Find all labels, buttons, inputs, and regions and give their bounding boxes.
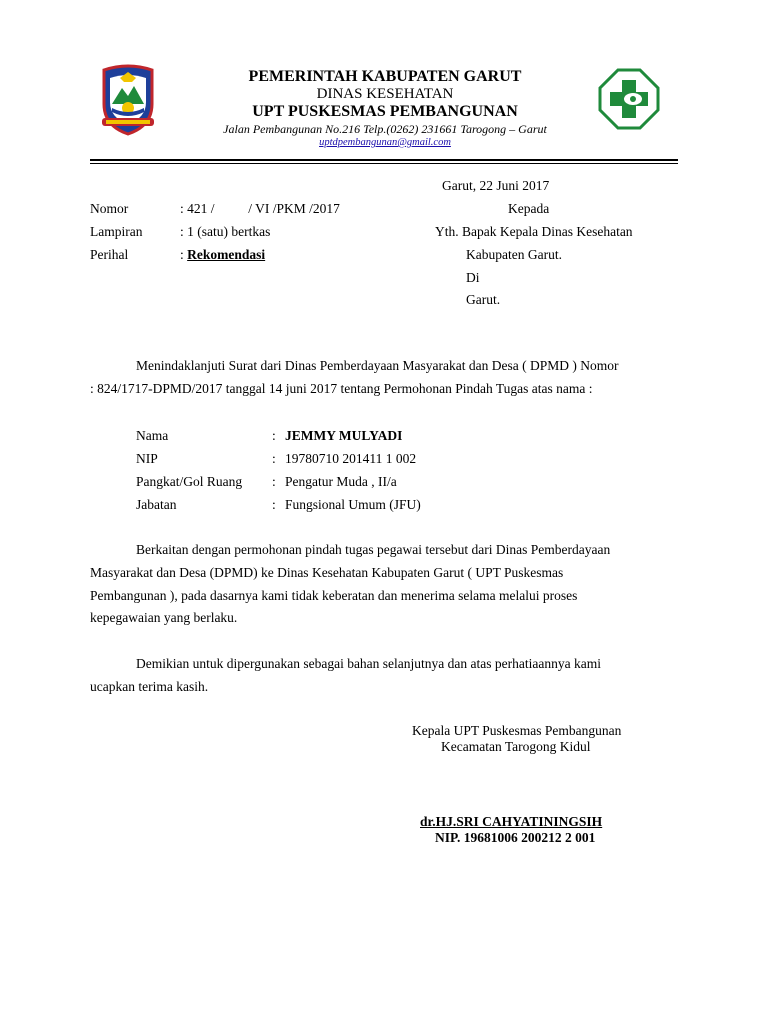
paragraph2-line3: Pembangunan ), pada dasarnya kami tidak keberatan dan menerima selama melalui proses: [90, 588, 578, 603]
header-rule-thick: [90, 159, 678, 161]
detail-colon-pangkat: :: [272, 474, 276, 489]
detail-label-nip: NIP: [136, 451, 158, 466]
detail-value-nama: JEMMY MULYADI: [285, 428, 403, 443]
perihal-label: Perihal: [90, 247, 129, 262]
detail-colon-nip: :: [272, 451, 276, 466]
recipient-line1: Yth. Bapak Kepala Dinas Kesehatan: [435, 224, 633, 239]
recipient-line3: Di: [466, 270, 480, 285]
recipient-line4: Garut.: [466, 292, 501, 307]
detail-label-nama: Nama: [136, 428, 169, 443]
recipient-kepada: Kepada: [508, 201, 550, 216]
garut-regency-emblem-icon: [98, 64, 158, 136]
perihal-value: Rekomendasi: [187, 247, 266, 262]
puskesmas-cross-logo-icon: [598, 68, 660, 130]
paragraph3-line1: Demikian untuk dipergunakan sebagai bahan selanjutnya dan atas perhatiaannya kami: [136, 656, 601, 671]
letterhead-government: PEMERINTAH KABUPATEN GARUT: [248, 68, 522, 85]
signature-nip: NIP. 19681006 200212 2 001: [435, 830, 596, 845]
perihal-colon: :: [180, 247, 188, 262]
perihal-field: [180, 246, 265, 263]
letterhead-address: Jalan Pembangunan No.216 Telp.(0262) 231661 Tarogong – Garut: [223, 122, 547, 136]
signature-title1: Kepala UPT Puskesmas Pembangunan: [412, 723, 622, 738]
signature-name: dr.HJ.SRI CAHYATININGSIH: [420, 814, 603, 829]
detail-label-pangkat: Pangkat/Gol Ruang: [136, 474, 243, 489]
detail-value-nip: 19780710 201411 1 002: [285, 451, 417, 466]
lampiran-label: Lampiran: [90, 224, 143, 239]
detail-colon-jabatan: :: [272, 497, 276, 512]
paragraph1-line2: : 824/1717-DPMD/2017 tanggal 14 juni 2017 tentang Permohonan Pindah Tugas atas nama :: [90, 381, 593, 396]
letterhead-unit: UPT PUSKESMAS PEMBANGUNAN: [252, 103, 518, 120]
lampiran-value: : 1 (satu) bertkas: [180, 224, 271, 239]
detail-value-jabatan: Fungsional Umum (JFU): [285, 497, 421, 512]
signature-title2: Kecamatan Tarogong Kidul: [441, 739, 591, 754]
detail-colon-nama: :: [272, 428, 276, 443]
paragraph2-line1: Berkaitan dengan permohonan pindah tugas pegawai tersebut dari Dinas Pemberdayaan: [136, 542, 611, 557]
letterhead-email[interactable]: uptdpembangunan@gmail.com: [319, 137, 451, 148]
recipient-line2: Kabupaten Garut.: [466, 247, 562, 262]
nomor-label: Nomor: [90, 201, 129, 216]
letterhead-department: DINAS KESEHATAN: [316, 86, 454, 102]
place-date: Garut, 22 Juni 2017: [442, 178, 550, 193]
detail-value-pangkat: Pengatur Muda , II/a: [285, 474, 397, 489]
header-rule-thin: [90, 163, 678, 164]
detail-label-jabatan: Jabatan: [136, 497, 177, 512]
paragraph1-line1: Menindaklanjuti Surat dari Dinas Pemberdayaan Masyarakat dan Desa ( DPMD ) Nomor: [136, 358, 619, 373]
paragraph3-line2: ucapkan terima kasih.: [90, 679, 209, 694]
nomor-value: : 421 / / VI /PKM /2017: [180, 201, 340, 216]
paragraph2-line4: kepegawaian yang berlaku.: [90, 610, 238, 625]
paragraph2-line2: Masyarakat dan Desa (DPMD) ke Dinas Kesehatan Kabupaten Garut ( UPT Puskesmas: [90, 565, 564, 580]
